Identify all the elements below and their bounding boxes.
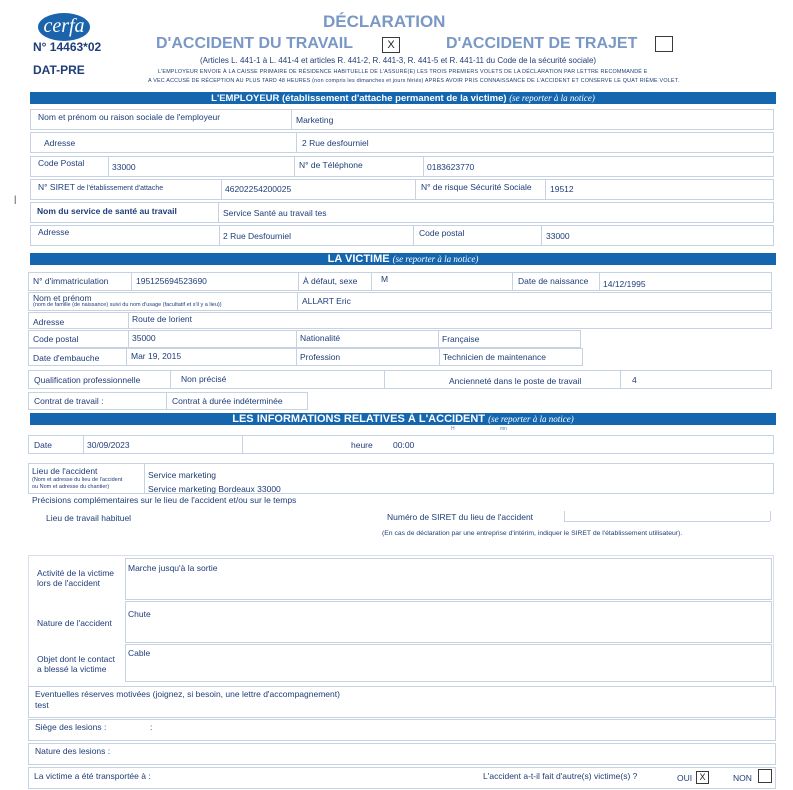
- employer-address-label: Adresse: [44, 138, 76, 148]
- health-service-field[interactable]: Service Santé au travail tes: [223, 208, 327, 218]
- activity-field[interactable]: Marche jusqu'à la sortie: [128, 563, 218, 573]
- option-work-accident-label: D'ACCIDENT DU TRAVAIL: [156, 35, 353, 52]
- victim-immat-field[interactable]: 195125694523690: [136, 276, 207, 286]
- victim-profession-label: Profession: [300, 352, 341, 362]
- usual-place-label: Lieu de travail habituel: [46, 513, 132, 523]
- nature-label: Nature de l'accident: [37, 618, 112, 628]
- hour-mark: H: [451, 426, 455, 432]
- employer-name-field[interactable]: Marketing: [296, 115, 334, 125]
- other-victims-label: L'accident a-t-il fait d'autre(s) victime(s) ?: [483, 771, 638, 781]
- accident-date-field[interactable]: 30/09/2023: [87, 440, 130, 450]
- accident-time-field[interactable]: 00:00: [393, 440, 415, 450]
- employer-address-field[interactable]: 2 Rue desfourniel: [302, 138, 369, 148]
- option-commute-accident-label: D'ACCIDENT DE TRAJET: [446, 35, 638, 52]
- employer-risk-field[interactable]: 19512: [550, 184, 574, 194]
- lesion-site-row: [28, 719, 776, 741]
- activity-field-box[interactable]: [125, 558, 772, 600]
- employer-phone-label: N° de Téléphone: [299, 160, 363, 170]
- employer-postal-field[interactable]: 33000: [112, 162, 136, 172]
- notice-line-1: L'EMPLOYEUR ENVOIE À LA CAISSE PRIMAIRE DE RÉSIDENCE HABITUELLE DE L'ASSURÉ(E) LES TROIS PREMIERS VOLETS DE LA DÉCLARATION PAR LETTRE RECOMMANDÉ E: [158, 69, 648, 75]
- accident-time-label: heure: [351, 440, 373, 450]
- victim-qualification-label: Qualification professionnelle: [34, 375, 141, 385]
- interim-note: (En cas de déclaration par une entreprise d'intérim, indiquer le SIRET de l'établissement utilisateur).: [382, 530, 683, 537]
- victim-nationality-label: Nationalité: [300, 333, 341, 343]
- object-label-2: a blessé la victime: [37, 664, 107, 674]
- victim-address-field[interactable]: Route de lorient: [132, 314, 193, 324]
- accident-date-label: Date: [34, 440, 52, 450]
- accident-place-label-small-2: ou Nom et adresse du chantier): [32, 484, 110, 490]
- other-victims-no-label: NON: [733, 773, 752, 783]
- victim-name-label: Nom et prénom: [33, 293, 92, 303]
- victim-qualification-field[interactable]: Non précisé: [181, 374, 227, 384]
- victim-name-label-small: (nom de famille (de naissance) suivi du nom d'usage (facultatif et s'il y a lieu)): [33, 302, 222, 308]
- victim-sex-field[interactable]: M: [381, 274, 389, 284]
- accident-place-label-small-1: (Nom et adresse du lieu de l'accident: [32, 477, 123, 483]
- employer-name-label: Nom et prénom ou raison sociale de l'employeur: [38, 112, 221, 122]
- object-field[interactable]: Cable: [128, 648, 151, 658]
- victim-section-header: [30, 253, 776, 265]
- employer-risk-label: N° de risque Sécurité Sociale: [421, 182, 532, 192]
- reserves-label: Eventuelles réserves motivées (joignez, si besoin, une lettre d'accompagnement): [35, 689, 340, 699]
- activity-label-1: Activité de la victime: [37, 568, 114, 578]
- employer-siret-label: [38, 182, 163, 192]
- health-service-label: Nom du service de santé au travail: [37, 206, 177, 216]
- victim-birth-field[interactable]: 14/12/1995: [603, 279, 646, 289]
- other-victims-yes-checkbox[interactable]: X: [696, 771, 709, 784]
- victim-name-field[interactable]: ALLART Eric: [302, 296, 351, 306]
- victim-hire-label: Date d'embauche: [33, 353, 100, 363]
- health-postal-label: Code postal: [419, 228, 465, 238]
- transport-label: La victime a été transportée à :: [34, 771, 151, 781]
- victim-address-label: Adresse: [33, 317, 65, 327]
- employer-siret-label-small: de l'établissement d'attache: [77, 185, 164, 192]
- employer-siret-label-main: N° SIRET: [38, 182, 75, 192]
- place-siret-label: Numéro de SIRET du lieu de l'accident: [387, 512, 534, 522]
- victim-section-title: LA VICTIME: [327, 253, 390, 265]
- accident-place-field-1[interactable]: Service marketing: [148, 470, 217, 480]
- form-code: DAT-PRE: [33, 63, 85, 77]
- form-title: DÉCLARATION: [323, 12, 446, 31]
- object-field-box[interactable]: [125, 644, 772, 682]
- place-siret-field[interactable]: [565, 510, 769, 520]
- employer-siret-field[interactable]: 46202254200025: [225, 184, 292, 194]
- employer-section-header: [30, 92, 776, 104]
- accident-section-note: (se reporter à la notice): [488, 414, 574, 424]
- option-work-accident-checkbox[interactable]: X: [382, 37, 400, 53]
- employer-postal-phone-row: [30, 156, 774, 177]
- victim-seniority-label: Ancienneté dans le poste de travail: [449, 376, 582, 386]
- victim-contract-field[interactable]: Contrat à durée indéterminée: [172, 396, 283, 406]
- notice-line-2: A VEC ACCUSÉ DE RÉCEPTION AU PLUS TARD 48 HEURES (non compris les dimanches et jours fériés) APRÈS AVOIR PRIS CONNAISSANCE DE L'ACCIDENT ET CONSERVE LE QUAT RIÈME VOLET.: [148, 78, 680, 84]
- lesion-site-field[interactable]: :: [150, 722, 153, 732]
- reserves-field[interactable]: test: [35, 700, 49, 710]
- employer-address-row: [30, 132, 774, 153]
- accident-section-header: [30, 413, 776, 425]
- lesion-site-label: Siège des lesions :: [35, 722, 107, 732]
- health-postal-field[interactable]: 33000: [546, 231, 570, 241]
- lesion-nature-label: Nature des lesions :: [35, 746, 111, 756]
- employer-phone-field[interactable]: 0183623770: [427, 162, 475, 172]
- victim-immat-label: N° d'immatriculation: [33, 276, 109, 286]
- victim-nationality-field[interactable]: Française: [442, 334, 480, 344]
- activity-label-2: lors de l'accident: [37, 578, 101, 588]
- form-number: N° 14463*02: [33, 40, 102, 54]
- victim-postal-field[interactable]: 35000: [132, 333, 156, 343]
- lesion-nature-row: [28, 743, 776, 765]
- legal-references: (Articles L. 441-1 à L. 441-4 et articles R. 441-2, R. 441-3, R. 441-5 et R. 441-11 du Code de la sécurité sociale): [200, 56, 597, 65]
- nature-field-box[interactable]: [125, 601, 772, 643]
- accident-details-label: Précisions complémentaires sur le lieu de l'accident et/ou sur le temps: [32, 495, 297, 505]
- employer-postal-label: Code Postal: [38, 158, 85, 168]
- accident-place-row: [28, 463, 774, 494]
- victim-birth-label: Date de naissance: [518, 276, 589, 286]
- victim-postal-label: Code postal: [33, 334, 79, 344]
- object-label-1: Objet dont le contact: [37, 654, 115, 664]
- health-address-field[interactable]: 2 Rue Desfourniel: [223, 231, 292, 241]
- employer-section-note: (se reporter à la notice): [509, 93, 595, 103]
- health-address-label: Adresse: [38, 227, 70, 237]
- health-address-row: [30, 225, 774, 246]
- accident-section-title: LES INFORMATIONS RELATIVES À L'ACCIDENT: [232, 413, 486, 425]
- minute-mark: mn: [500, 426, 507, 432]
- option-commute-accident-checkbox[interactable]: [655, 36, 673, 52]
- cerfa-logo: cerfa: [38, 13, 90, 41]
- employer-section-title: L'EMPLOYEUR (établissement d'attache permanent de la victime): [211, 93, 507, 104]
- victim-hire-field[interactable]: Mar 19, 2015: [131, 351, 182, 361]
- victim-sex-label: À défaut, sexe: [303, 276, 358, 286]
- victim-seniority-field[interactable]: 4: [632, 375, 637, 385]
- victim-section-note: (se reporter à la notice): [392, 254, 479, 264]
- nature-field[interactable]: Chute: [128, 609, 151, 619]
- victim-contract-label: Contrat de travail :: [34, 396, 104, 406]
- other-victims-yes-label: OUI: [677, 773, 693, 783]
- accident-place-label: Lieu de l'accident: [32, 466, 98, 476]
- accident-place-field-2[interactable]: Service marketing Bordeaux 33000: [148, 484, 281, 494]
- other-victims-no-checkbox[interactable]: [758, 769, 772, 783]
- victim-profession-field[interactable]: Technicien de maintenance: [443, 352, 547, 362]
